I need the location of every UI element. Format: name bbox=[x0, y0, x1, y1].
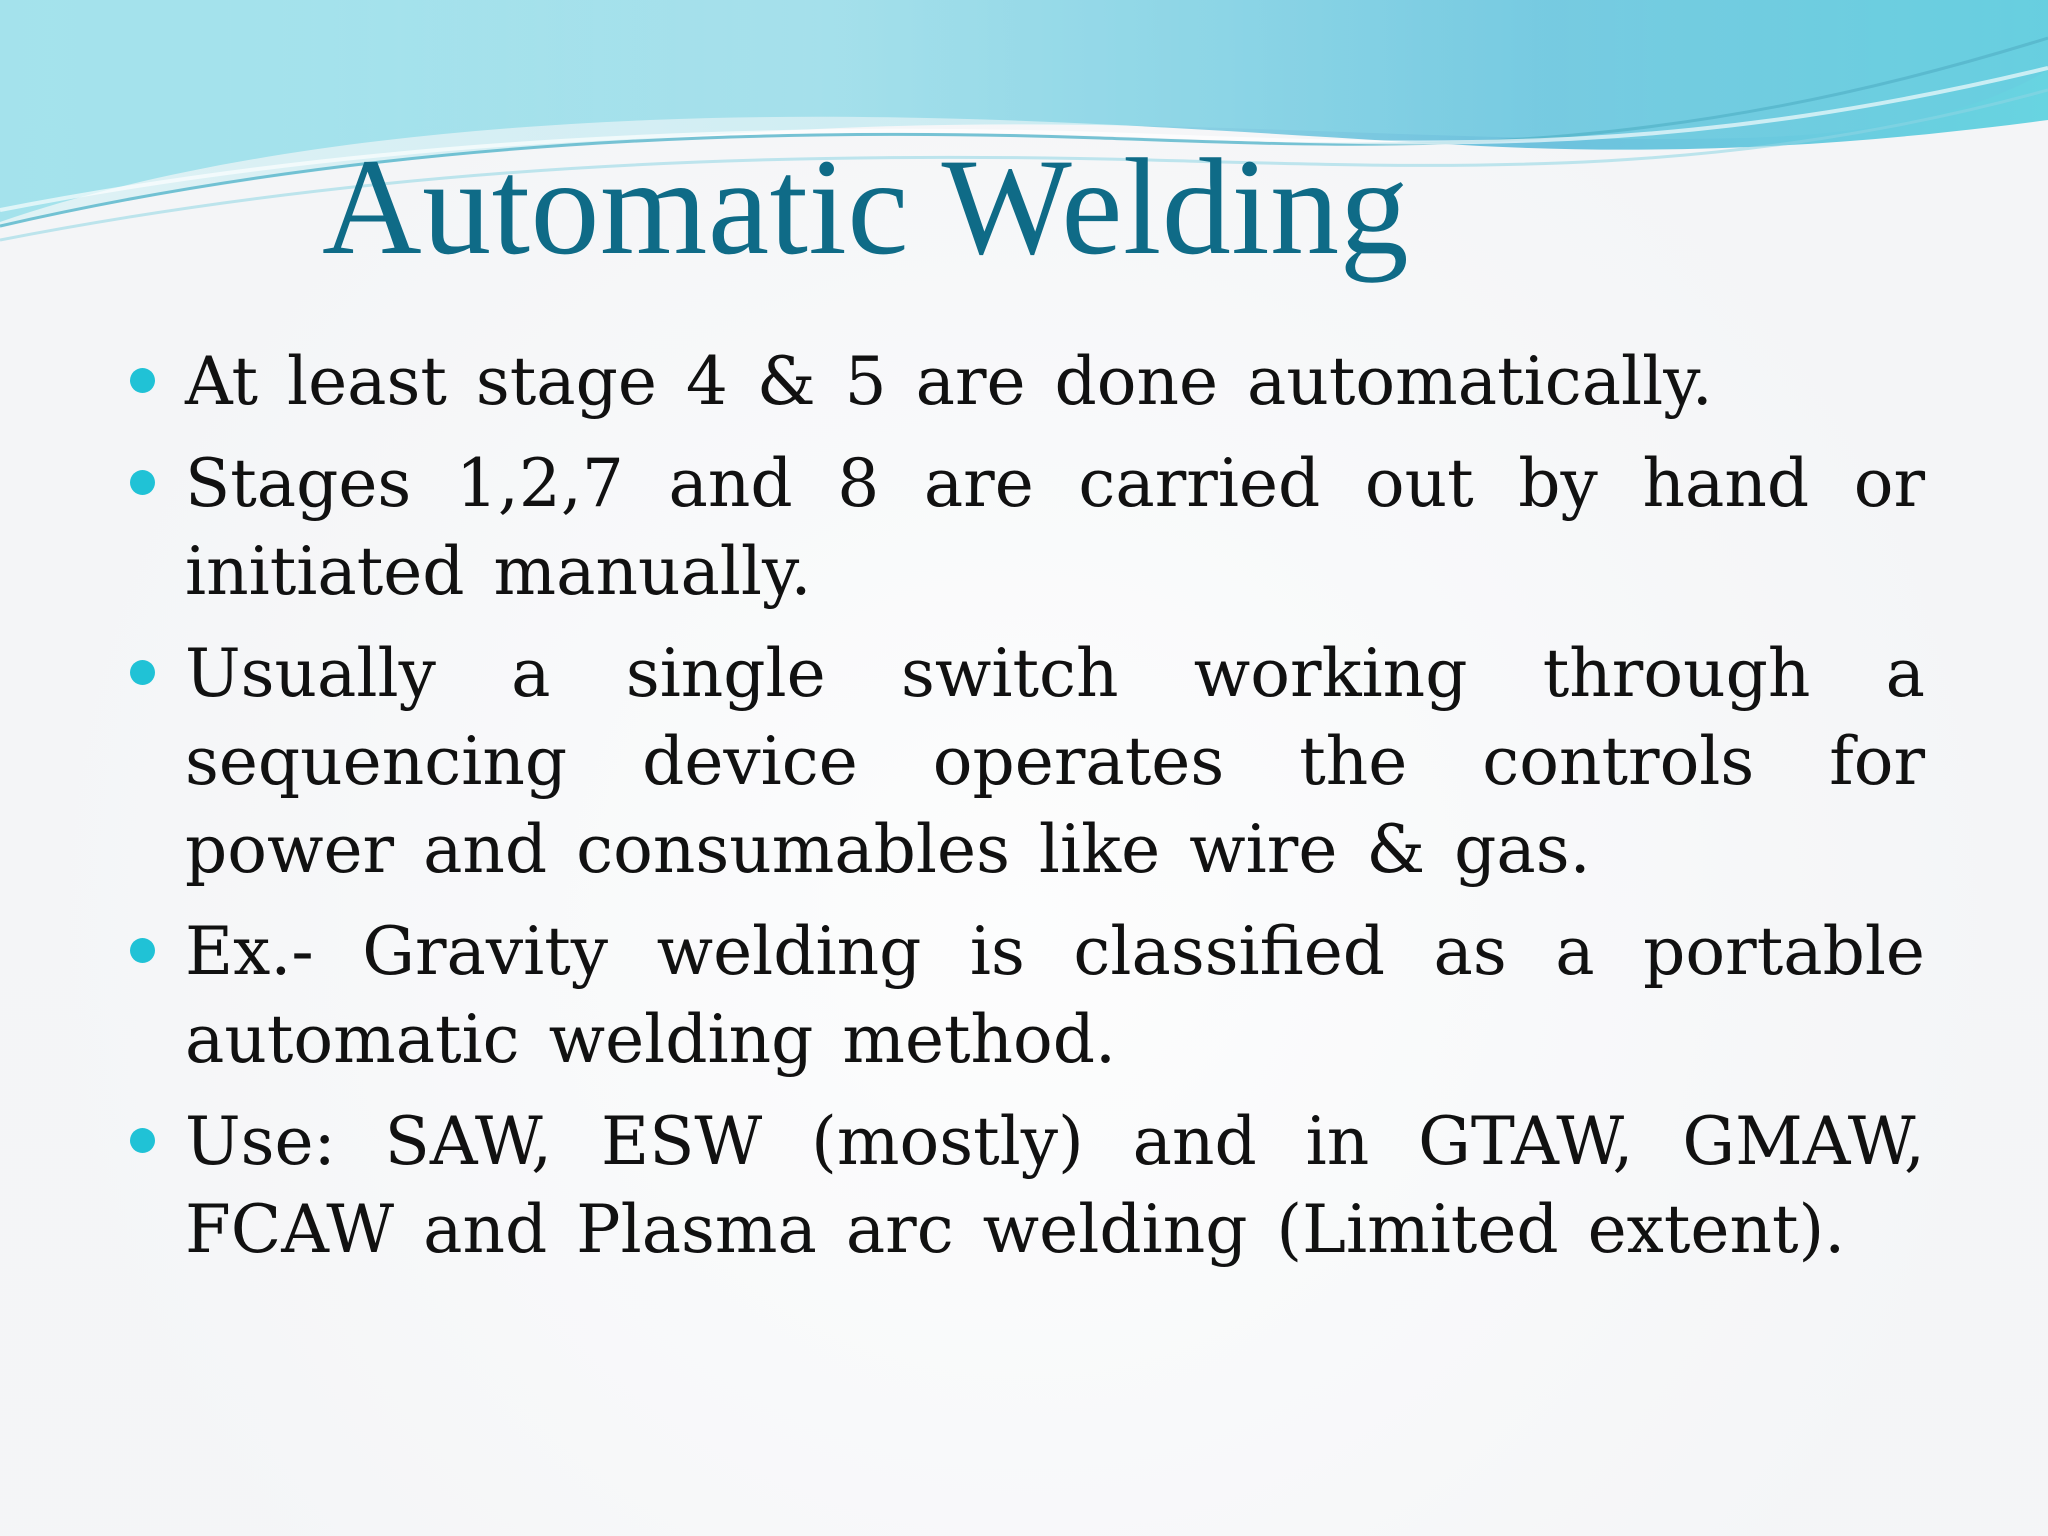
bullet-text: Ex.- Gravity welding is classified as a portable automatic welding method. bbox=[185, 913, 1925, 1078]
bullet-item bbox=[130, 1098, 1925, 1274]
bullet-icon bbox=[130, 660, 155, 685]
bullet-text: At least stage 4 & 5 are done automatically. bbox=[185, 343, 1713, 420]
bullet-text: Use: SAW, ESW (mostly) and in GTAW, GMAW, FCAW and Plasma arc welding (Limited extent). bbox=[185, 1103, 1925, 1268]
bullet-item bbox=[130, 338, 1925, 426]
bullet-icon bbox=[130, 938, 155, 963]
bullet-icon bbox=[130, 470, 155, 495]
bullet-icon bbox=[130, 1128, 155, 1153]
slide-title: Automatic Welding bbox=[322, 130, 1410, 283]
bullet-text: Stages 1,2,7 and 8 are carried out by hand or initiated manually. bbox=[185, 445, 1925, 610]
bullet-text: Usually a single switch working through a sequencing device operates the controls for power and consumables like wire & gas. bbox=[185, 635, 1925, 888]
bullet-list bbox=[130, 338, 1925, 1358]
bullet-item bbox=[130, 908, 1925, 1084]
bullet-item bbox=[130, 630, 1925, 894]
bullet-item bbox=[130, 440, 1925, 616]
bullet-icon bbox=[130, 368, 155, 393]
